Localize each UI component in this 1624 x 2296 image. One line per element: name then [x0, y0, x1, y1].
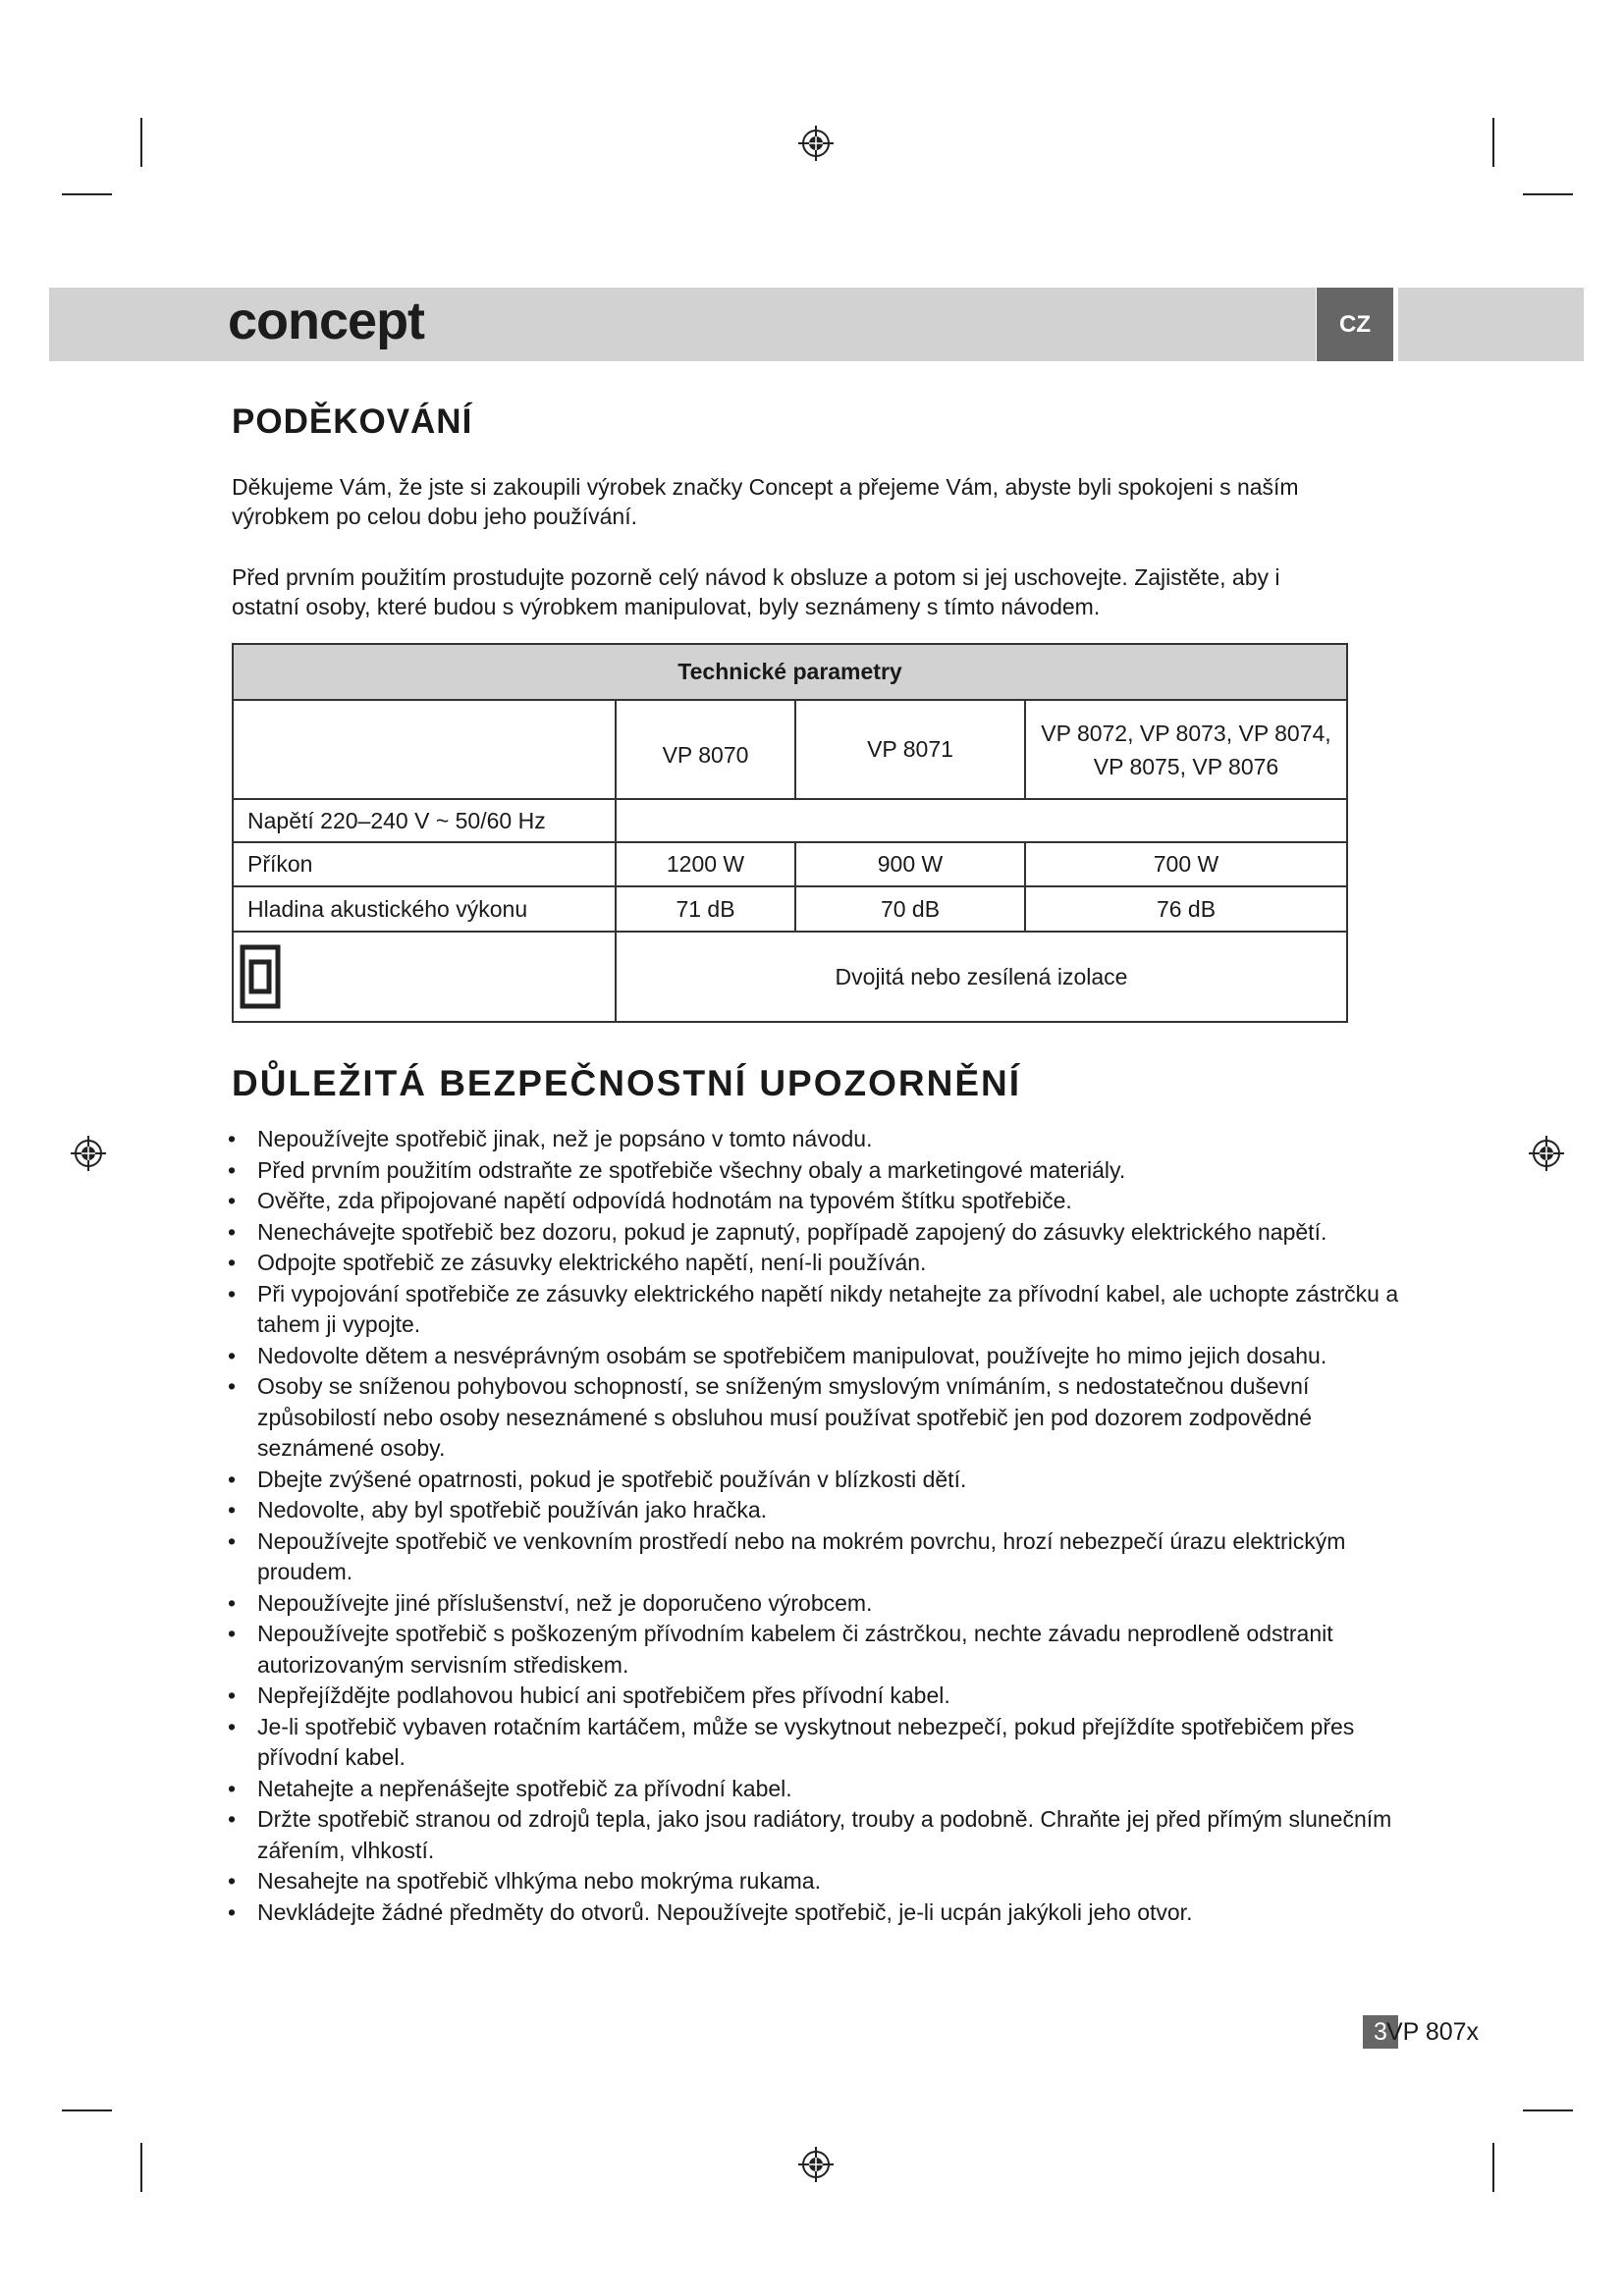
- header-band-right: [1398, 288, 1584, 361]
- bullet-icon: •: [228, 1250, 237, 1275]
- safety-item: [228, 1217, 1406, 1249]
- instructions-paragraph: Před prvním použitím prostudujte pozorně celý návod k obsluze a potom si jej uschovejte. Zajistěte, aby i ostatní osoby, které budou s výrobkem manipulovat, byly seznámeny s tímto návodem.: [232, 564, 1280, 619]
- safety-item: [228, 1186, 1406, 1217]
- safety-item-text: Nevkládejte žádné předměty do otvorů. Nepoužívejte spotřebič, je-li ucpán jakýkoli jeho otvor.: [257, 1898, 1193, 1925]
- safety-item-text: Nedovolte, aby byl spotřebič používán jako hračka.: [257, 1497, 768, 1522]
- safety-item-text: Nesahejte na spotřebič vlhkýma nebo mokrýma rukama.: [257, 1868, 821, 1894]
- thanks-paragraph: Děkujeme Vám, že jste si zakoupili výrobek značky Concept a přejeme Vám, abyste byli spokojeni s naším výrobkem po celou dobu jeho používání.: [232, 474, 1299, 529]
- model-header: VP 8071: [795, 700, 1025, 799]
- bullet-icon: •: [228, 1373, 237, 1399]
- safety-list: [228, 1124, 1406, 1928]
- safety-item-text: Nenechávejte spotřebič bez dozoru, pokud je zapnutý, popřípadě zapojený do zásuvky elektrického napětí.: [257, 1218, 1327, 1245]
- safety-item-text: Dbejte zvýšené opatrnosti, pokud je spotřebič používán v blízkosti dětí.: [257, 1466, 967, 1492]
- safety-item-text: Nepoužívejte spotřebič jinak, než je popsáno v tomto návodu.: [257, 1126, 873, 1151]
- safety-item: [228, 1866, 1406, 1897]
- voltage-label: Napětí 220–240 V ~ 50/60 Hz: [233, 799, 616, 842]
- noise-label: Hladina akustického výkonu: [233, 886, 616, 932]
- safety-item-text: Držte spotřebič stranou od zdrojů tepla, jako jsou radiátory, trouby a podobně. Chraňte jej před přímým slunečním zářením, vlhkostí.: [257, 1806, 1392, 1863]
- crop-mark: [62, 2109, 112, 2111]
- bullet-icon: •: [228, 1682, 237, 1708]
- safety-item: [228, 1155, 1406, 1187]
- page-number: 3: [1363, 2015, 1398, 2049]
- safety-item: [228, 1712, 1406, 1774]
- bullet-icon: •: [228, 1218, 237, 1245]
- safety-item-text: Nepoužívejte spotřebič s poškozeným přívodním kabelem či zástrčkou, nechte závadu neprodleně odstranit autorizovaným servisním střediskem.: [257, 1621, 1333, 1678]
- bullet-icon: •: [228, 1775, 237, 1801]
- power-value: 700 W: [1025, 842, 1347, 886]
- safety-item-text: Nepřejíždějte podlahovou hubicí ani spotřebičem přes přívodní kabel.: [257, 1682, 950, 1708]
- power-value: 900 W: [795, 842, 1025, 886]
- crop-mark: [1492, 118, 1494, 167]
- table-title: Technické parametry: [233, 644, 1347, 700]
- registration-mark-icon: [796, 2145, 836, 2184]
- bullet-icon: •: [228, 1280, 237, 1307]
- power-value: 1200 W: [616, 842, 795, 886]
- power-label: Příkon: [233, 842, 616, 886]
- safety-item: [228, 1371, 1406, 1465]
- bullet-icon: •: [228, 1806, 237, 1832]
- safety-item: [228, 1588, 1406, 1620]
- model-header: VP 8072, VP 8073, VP 8074, VP 8075, VP 8076: [1025, 700, 1347, 799]
- registration-mark-icon: [69, 1134, 108, 1173]
- insulation-text: Dvojitá nebo zesílená izolace: [616, 932, 1347, 1022]
- safety-item: [228, 1681, 1406, 1712]
- safety-item-text: Nedovolte dětem a nesvéprávným osobám se spotřebičem manipulovat, používejte ho mimo jejich dosahu.: [257, 1342, 1327, 1368]
- bullet-icon: •: [228, 1466, 237, 1492]
- empty-cell: [233, 700, 616, 799]
- safety-item-text: Odpojte spotřebič ze zásuvky elektrického napětí, není-li používán.: [257, 1250, 927, 1275]
- insulation-symbol-cell: [233, 932, 616, 1022]
- bullet-icon: •: [228, 1527, 237, 1554]
- bullet-icon: •: [228, 1188, 237, 1213]
- noise-value: 76 dB: [1025, 886, 1347, 932]
- safety-item: [228, 1465, 1406, 1496]
- safety-item: [228, 1124, 1406, 1155]
- safety-item: [228, 1279, 1406, 1341]
- crop-mark: [62, 193, 112, 195]
- crop-mark: [140, 2143, 142, 2192]
- safety-item: [228, 1248, 1406, 1279]
- bullet-icon: •: [228, 1589, 237, 1616]
- section-title-safety: DŮLEŽITÁ BEZPEČNOSTNÍ UPOZORNĚNÍ: [232, 1063, 1022, 1103]
- model-header: VP 8070: [616, 700, 795, 799]
- registration-mark-icon: [1527, 1134, 1566, 1173]
- footer-model: VP 807x: [1386, 2018, 1480, 2046]
- safety-item-text: Nepoužívejte jiné příslušenství, než je doporučeno výrobcem.: [257, 1589, 873, 1616]
- brand-logo: concept: [228, 292, 425, 350]
- bullet-icon: •: [228, 1713, 237, 1739]
- bullet-icon: •: [228, 1156, 237, 1183]
- safety-item-text: Ověřte, zda připojované napětí odpovídá hodnotám na typovém štítku spotřebiče.: [257, 1188, 1072, 1213]
- section-title-thanks: PODĚKOVÁNÍ: [232, 402, 473, 441]
- safety-item-text: Před prvním použitím odstraňte ze spotřebiče všechny obaly a marketingové materiály.: [257, 1156, 1126, 1183]
- bullet-icon: •: [228, 1342, 237, 1368]
- crop-mark: [1492, 2143, 1494, 2192]
- empty-cell: [616, 799, 1347, 842]
- registration-mark-icon: [796, 124, 836, 163]
- bullet-icon: •: [228, 1126, 237, 1151]
- safety-item-text: Netahejte a nepřenášejte spotřebič za přívodní kabel.: [257, 1775, 792, 1801]
- safety-item-text: Při vypojování spotřebiče ze zásuvky elektrického napětí nikdy netahejte za přívodní kabel, ale uchopte zástrčku a tahem ji vypojte.: [257, 1280, 1399, 1337]
- crop-mark: [1523, 193, 1573, 195]
- safety-item: [228, 1804, 1406, 1866]
- safety-item-text: Osoby se sníženou pohybovou schopností, se sníženým smyslovým vnímáním, s nedostatečnou duševní způsobilostí nebo osoby neseznámené s obsluhou musí používat spotřebič jen pod dozorem zodpovědné seznámené osoby.: [257, 1373, 1313, 1461]
- language-badge: CZ: [1317, 288, 1393, 361]
- technical-parameters-table: [232, 643, 1348, 1023]
- noise-value: 70 dB: [795, 886, 1025, 932]
- safety-item-text: Nepoužívejte spotřebič ve venkovním prostředí nebo na mokrém povrchu, hrozí nebezpečí úrazu elektrickým proudem.: [257, 1527, 1346, 1584]
- safety-item-text: Je-li spotřebič vybaven rotačním kartáčem, může se vyskytnout nebezpečí, pokud přejíždíte spotřebičem přes přívodní kabel.: [257, 1713, 1355, 1770]
- safety-item: [228, 1619, 1406, 1681]
- double-insulation-icon: [240, 944, 281, 1009]
- crop-mark: [140, 118, 142, 167]
- safety-item: [228, 1897, 1406, 1929]
- bullet-icon: •: [228, 1868, 237, 1894]
- bullet-icon: •: [228, 1898, 237, 1925]
- bullet-icon: •: [228, 1497, 237, 1522]
- crop-mark: [1523, 2109, 1573, 2111]
- safety-item: [228, 1774, 1406, 1805]
- safety-item: [228, 1495, 1406, 1526]
- safety-item: [228, 1526, 1406, 1588]
- noise-value: 71 dB: [616, 886, 795, 932]
- safety-item: [228, 1341, 1406, 1372]
- bullet-icon: •: [228, 1621, 237, 1646]
